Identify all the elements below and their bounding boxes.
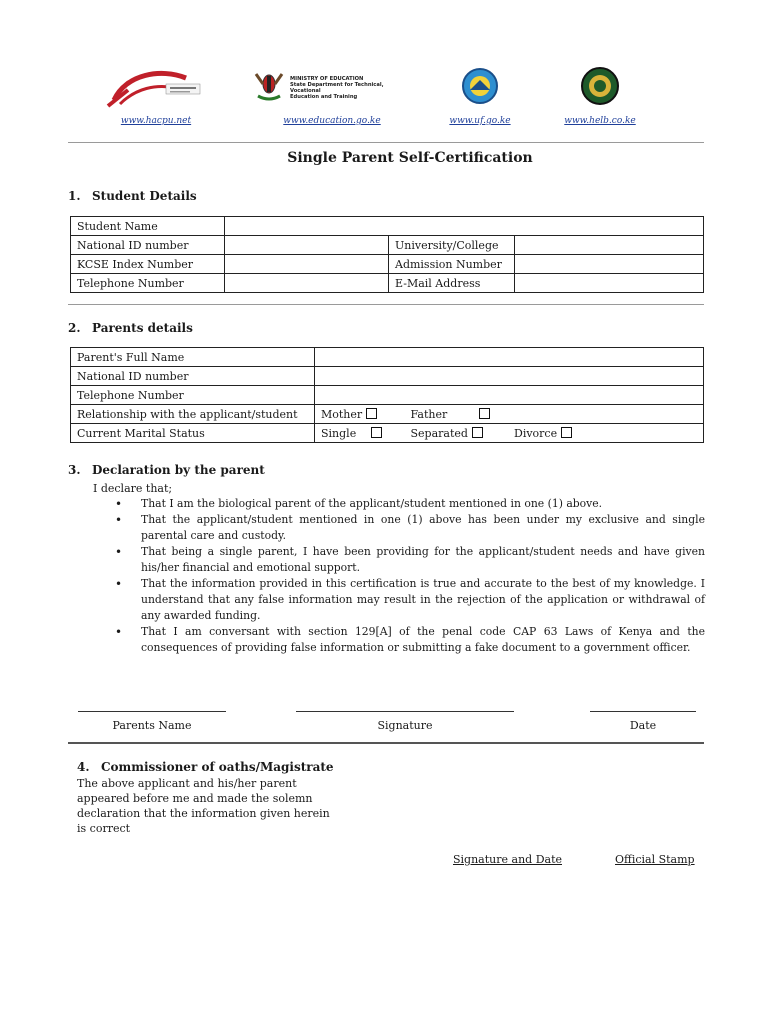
section-number: 2. [68,321,81,335]
ministry-text-line: MINISTRY OF EDUCATION [290,76,364,82]
kenya-coat-of-arms-icon [252,66,286,106]
parent-telephone-field[interactable] [315,386,704,405]
signature-and-date-label: Signature and Date [453,853,562,866]
ministry-logo [252,66,412,126]
single-option [321,427,407,440]
admission-number-field[interactable] [515,255,704,274]
header-divider [68,142,704,143]
university-field[interactable] [515,236,704,255]
mother-checkbox[interactable] [366,408,377,419]
father-option [411,408,490,421]
table-row [71,255,704,274]
tsb-emblem-icon [560,66,640,110]
section-title: Declaration by the parent [92,463,265,477]
table-row [71,405,704,424]
declaration-item: • That I am conversant with section 129[A] of the penal code CAP 63 Laws of Kenya and the consequences of providing false information or submitting a fake document to a government officer. [141,624,705,656]
page-title: Single Parent Self-Certification [287,150,533,166]
ministry-text-line: Education and Training [290,94,358,100]
date-label: Date [629,719,657,732]
parent-full-name-field[interactable] [315,348,704,367]
declaration-item: • That the applicant/student mentioned in one (1) above has been under my exclusive and single parental care and custody. [141,512,705,544]
declaration-list [93,496,705,656]
declaration-item: • That I am the biological parent of the applicant/student mentioned in one (1) above. [141,496,705,512]
student-telephone-label: Telephone Number [71,274,225,293]
section-number: 3. [68,463,81,477]
father-label: Father [410,407,448,421]
universities-fund-logo [440,66,520,126]
marital-status-label: Current Marital Status [71,424,315,443]
father-checkbox[interactable] [479,408,490,419]
section-number: 4. [77,760,90,774]
email-field[interactable] [515,274,704,293]
table-row [71,367,704,386]
separated-option [411,427,511,440]
separated-checkbox[interactable] [472,427,483,438]
parent-national-id-field[interactable] [315,367,704,386]
parents-details-table [70,347,704,443]
official-stamp-label: Official Stamp [615,853,695,866]
universities-fund-emblem-icon [440,66,520,110]
section-title: Student Details [92,189,197,203]
parent-national-id-label: National ID number [71,367,315,386]
table-row [71,274,704,293]
divorce-checkbox[interactable] [561,427,572,438]
admission-number-label: Admission Number [389,255,515,274]
email-label: E-Mail Address [389,274,515,293]
universities-fund-site-link[interactable]: www.uf.go.ke [449,116,511,126]
student-name-field[interactable] [225,217,704,236]
university-label: University/College [389,236,515,255]
ministry-text-line: State Department for Technical, Vocational [290,82,384,94]
student-telephone-field[interactable] [225,274,389,293]
kcse-index-label: KCSE Index Number [71,255,225,274]
separated-label: Separated [410,426,468,440]
relationship-options [315,405,704,424]
student-national-id-field[interactable] [225,236,389,255]
section-number: 1. [68,189,81,203]
table-row [71,348,704,367]
divorce-option [514,427,572,440]
tsb-site-link[interactable]: www.helb.co.ke [564,116,636,126]
declaration-heading [68,463,265,477]
declaration-intro: I declare that; [93,482,173,495]
table-row [71,217,704,236]
declaration-item: • That being a single parent, I have been providing for the applicant/student needs and have given his/her financial and emotional support. [141,544,705,576]
relationship-label: Relationship with the applicant/student [71,405,315,424]
parents-name-line[interactable] [78,711,226,712]
commissioner-text: The above applicant and his/her parent appeared before me and made the solemn declaration that the information given herein is correct [77,777,330,835]
helb-site-link[interactable]: www.hacpu.net [120,116,192,126]
student-details-table [70,216,704,293]
table-row [71,236,704,255]
table-row [71,424,704,443]
divorce-label: Divorce [514,426,558,440]
ministry-text [290,76,412,100]
marital-status-options [315,424,704,443]
section-divider [68,304,704,305]
parent-full-name-label: Parent's Full Name [71,348,315,367]
signature-label: Signature [377,719,433,732]
single-checkbox[interactable] [371,427,382,438]
section-title: Commissioner of oaths/Magistrate [101,760,334,774]
parents-name-label: Parents Name [112,719,192,732]
signature-line[interactable] [296,711,514,712]
student-national-id-label: National ID number [71,236,225,255]
commissioner-heading [77,760,334,774]
mother-label: Mother [321,407,363,421]
section-divider [68,742,704,744]
tsb-logo [560,66,640,126]
kcse-index-field[interactable] [225,255,389,274]
helb-logo [106,66,206,126]
table-row [71,386,704,405]
student-details-heading [68,189,197,203]
date-line[interactable] [590,711,696,712]
parents-details-heading [68,321,193,335]
section-title: Parents details [92,321,193,335]
parent-telephone-label: Telephone Number [71,386,315,405]
declaration-item: • That the information provided in this certification is true and accurate to the best of my knowledge. I understand that any false information may result in the rejection of the application or withdrawal of any awarded funding. [141,576,705,624]
ministry-site-link[interactable]: www.education.go.ke [283,116,381,126]
mother-option [321,408,407,421]
student-name-label: Student Name [71,217,225,236]
single-label: Single [321,426,357,440]
helb-logo-icon [106,66,206,110]
